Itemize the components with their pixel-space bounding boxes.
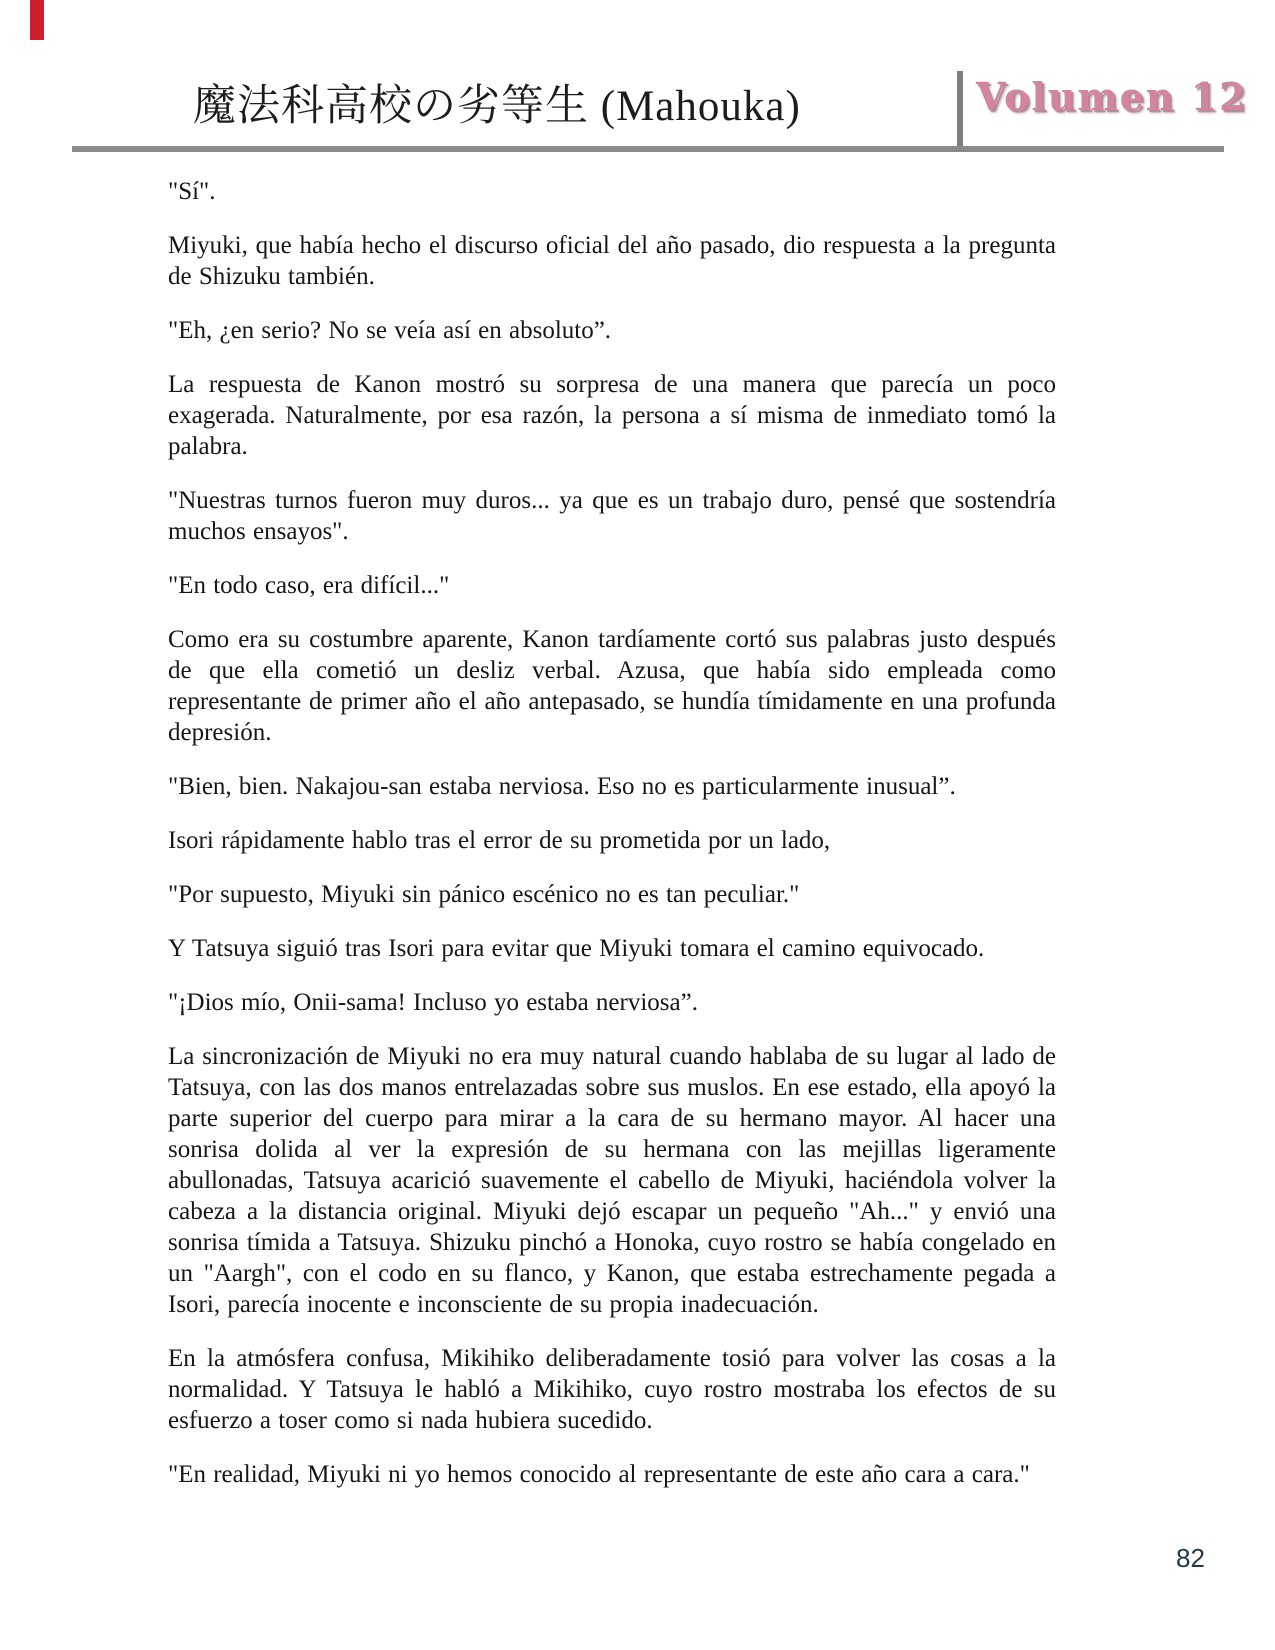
paragraph: Isori rápidamente hablo tras el error de su prometida por un lado, [168, 827, 831, 854]
paragraph: "En realidad, Miyuki ni yo hemos conocido al representante de este año cara a cara." [168, 1461, 1030, 1488]
header-horizontal-rule [72, 146, 1224, 152]
paragraph: Y Tatsuya siguió tras Isori para evitar que Miyuki tomara el camino equivocado. [168, 935, 985, 962]
volume-label: Volumen 12 [976, 74, 1248, 119]
paragraph: "Nuestras turnos fueron muy duros... ya que es un trabajo duro, pensé que sostendría muchos ensayos". [168, 487, 1056, 545]
paragraph: "Por supuesto, Miyuki sin pánico escénico no es tan peculiar." [168, 881, 800, 908]
paragraph: La respuesta de Kanon mostró su sorpresa de una manera que parecía un poco exagerada. Naturalmente, por esa razón, la persona a sí misma de inmediato tomó la palabra. [168, 371, 1056, 460]
paragraph: Como era su costumbre aparente, Kanon tardíamente cortó sus palabras justo después de que ella cometió un desliz verbal. Azusa, que había sido empleada como representante de primer año el año antepasado, se hundía tímidamente en una profunda depresión. [168, 626, 1056, 746]
document-title: 魔法科高校の劣等生 (Mahouka) [193, 83, 801, 130]
red-bookmark-mark [30, 0, 44, 40]
paragraph: "Sí". [168, 178, 216, 205]
paragraph: En la atmósfera confusa, Mikihiko deliberadamente tosió para volver las cosas a la normalidad. Y Tatsuya le habló a Mikihiko, cuyo rostro mostraba los efectos de su esfuerzo a toser como si nada hubiera sucedido. [168, 1345, 1056, 1434]
paragraph: "Eh, ¿en serio? No se veía así en absoluto”. [168, 317, 612, 344]
paragraph: La sincronización de Miyuki no era muy natural cuando hablaba de su lugar al lado de Tatsuya, con las dos manos entrelazadas sobre sus muslos. En ese estado, ella apoyó la parte superior del cuerpo para mirar a la cara de su hermano mayor. Al hacer una sonrisa dolida al ver la expresión de su hermana con las mejillas ligeramente abullonadas, Tatsuya acarició suavemente el cabello de Miyuki, haciéndola volver la cabeza a la distancia original. Miyuki dejó escapar un pequeño "Ah..." y envió una sonrisa tímida a Tatsuya. Shizuku pinchó a Honoka, cuyo rostro se había congelado en un "Aargh", con el codo en su flanco, y Kanon, que estaba estrechamente pegada a Isori, parecía inocente e inconsciente de su propia inadecuación. [168, 1043, 1056, 1318]
paragraph: "Bien, bien. Nakajou-san estaba nerviosa. Eso no es particularmente inusual”. [168, 773, 956, 800]
paragraph: Miyuki, que había hecho el discurso oficial del año pasado, dio respuesta a la pregunta de Shizuku también. [168, 232, 1056, 290]
page-number: 82 [1176, 1543, 1205, 1573]
header-vertical-divider [957, 71, 963, 152]
paragraph: "En todo caso, era difícil..." [168, 572, 450, 599]
paragraph: "¡Dios mío, Onii-sama! Incluso yo estaba nerviosa”. [168, 989, 698, 1016]
body-text [168, 176, 1056, 1513]
